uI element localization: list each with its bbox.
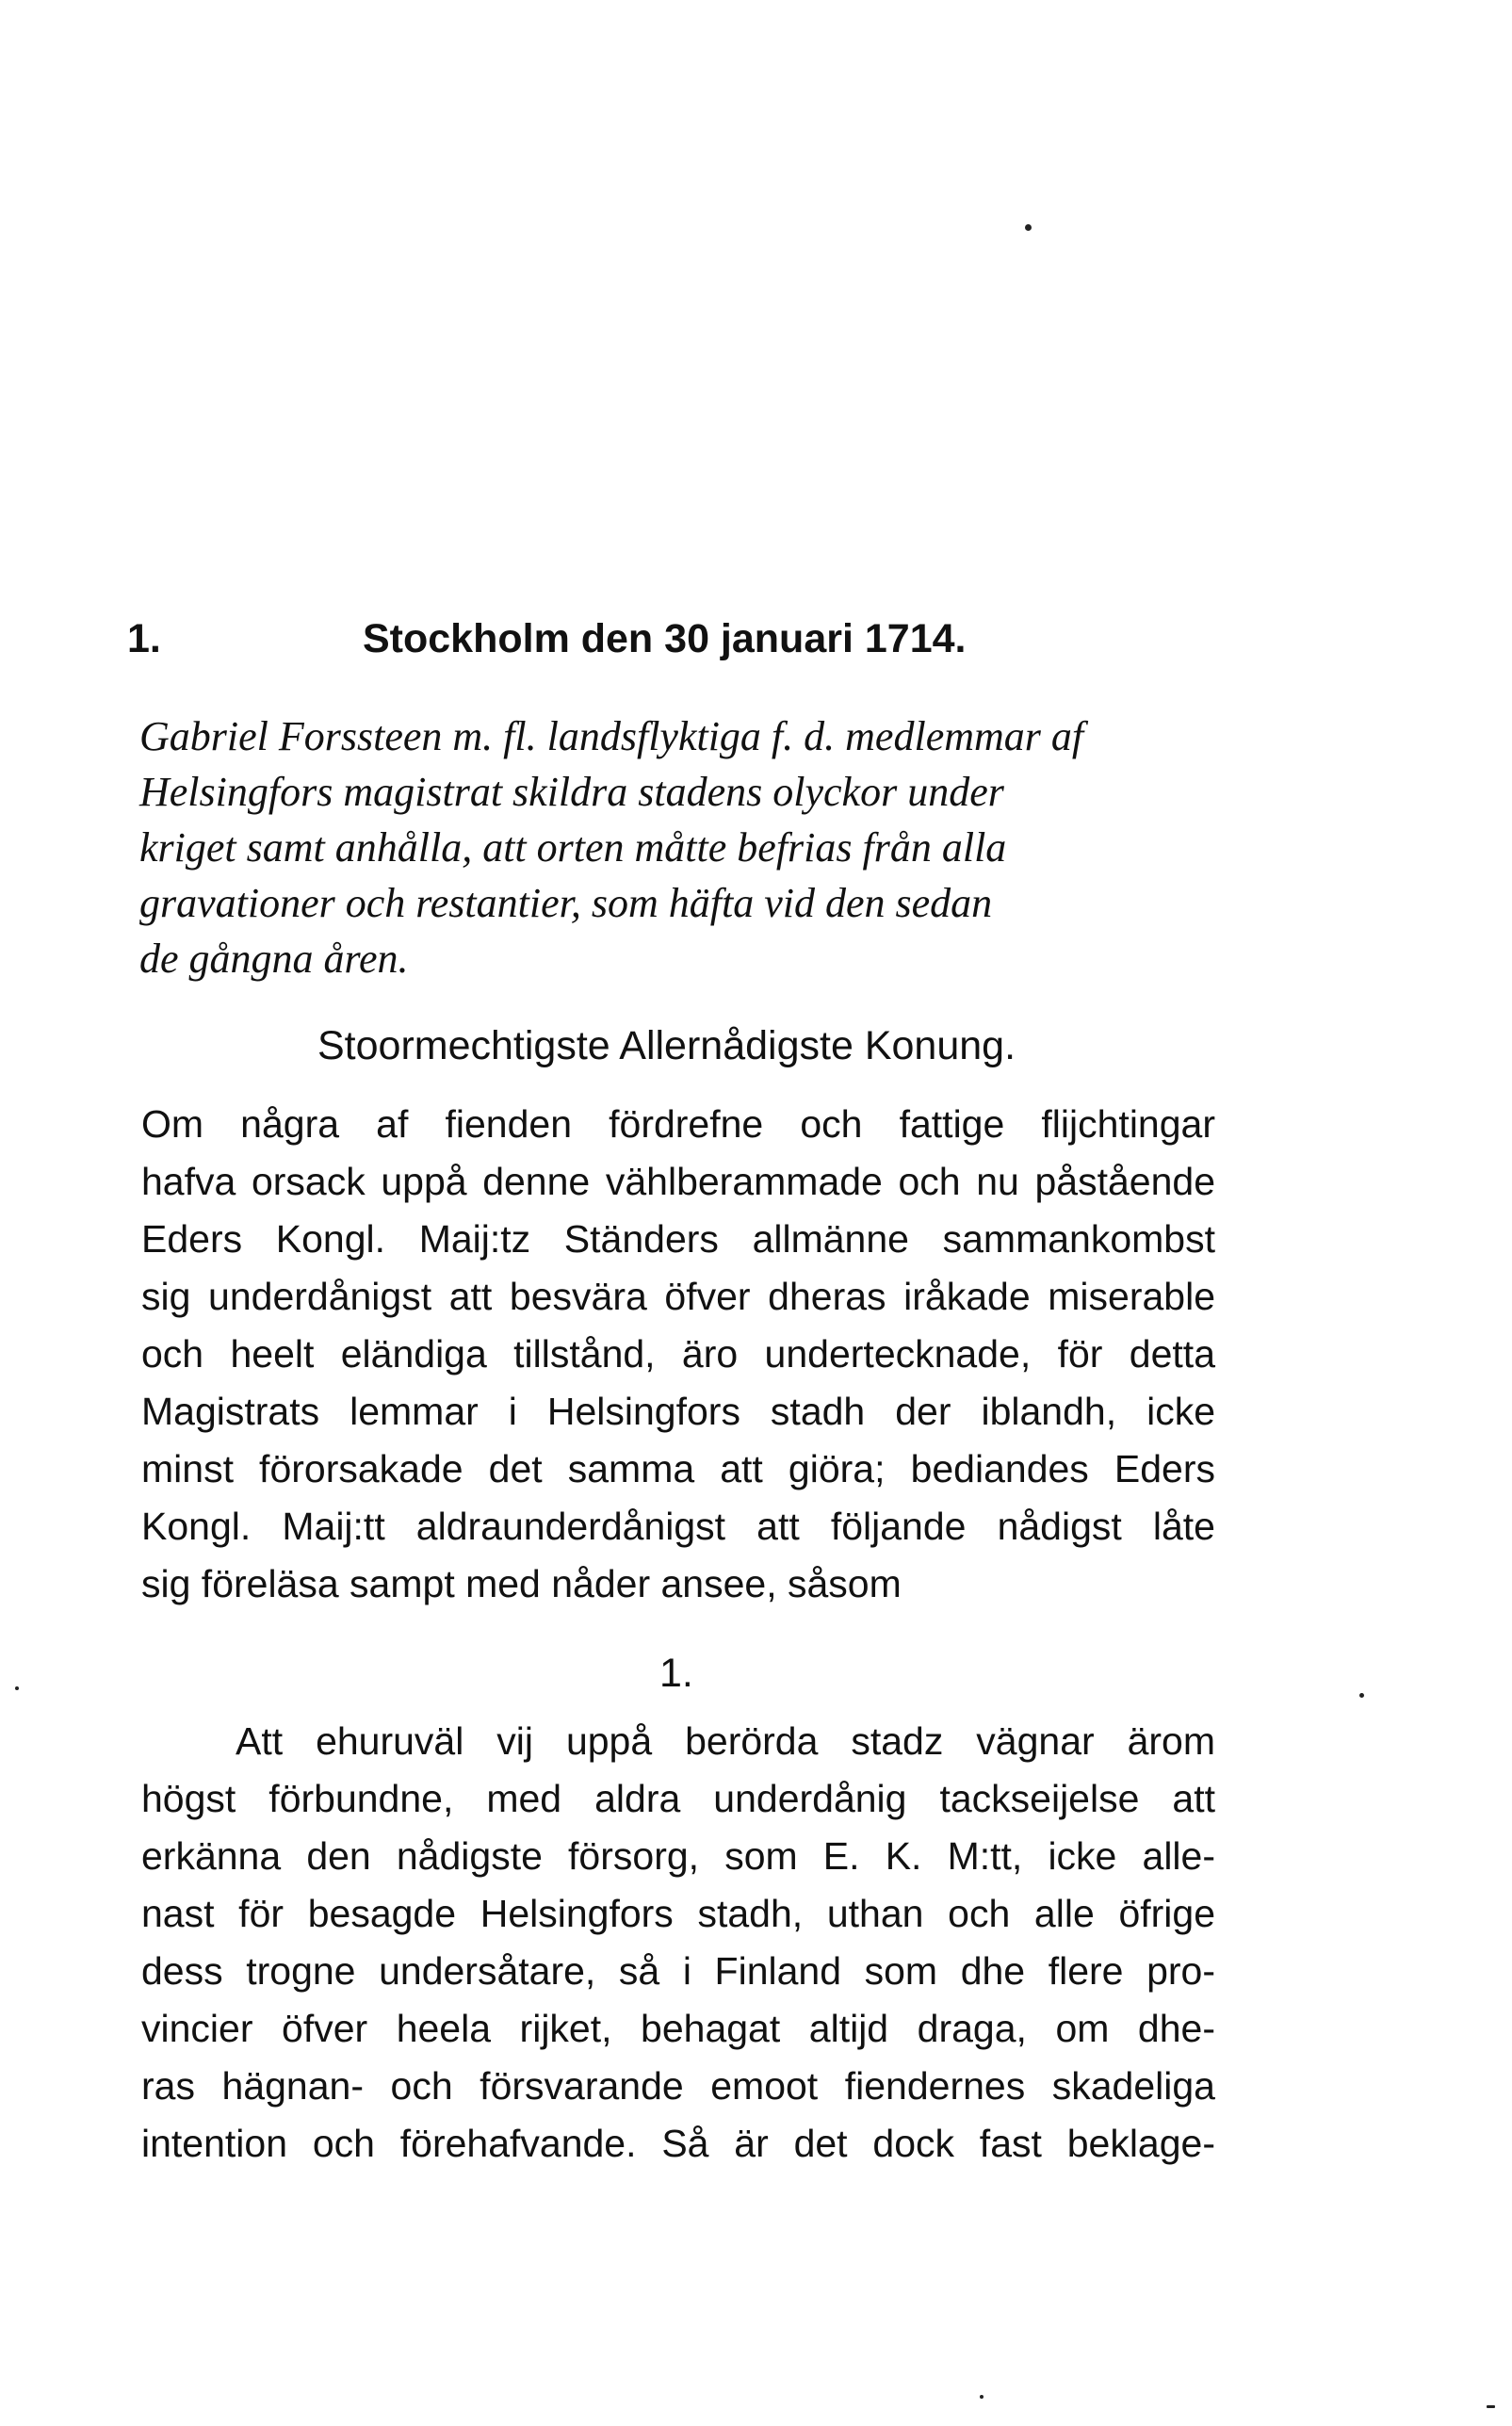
paragraph-line: nast för besagde Helsingfors stadh, uthan och alle öfrige <box>141 1892 1215 1935</box>
document-summary <box>139 708 1223 986</box>
paragraph-line: dess trogne undersåtare, så i Finland som dhe flere pro- <box>141 1949 1215 1993</box>
place-date: Stockholm den 30 januari 1714. <box>363 616 967 661</box>
paragraph-line: hafva orsack uppå denne vählberammade och nu påstående <box>141 1160 1215 1203</box>
paragraph-line: högst förbundne, med aldra underdånig tackseijelse att <box>141 1777 1215 1820</box>
paragraph-line: Kongl. Maij:tt aldraunderdånigst att följande nådigst låte <box>141 1505 1215 1548</box>
scan-speck <box>980 2395 984 2399</box>
paragraph-line: Om några af fienden fördrefne och fattige flijchtingar <box>141 1102 1215 1146</box>
summary-line: Helsingfors magistrat skildra stadens olyckor under <box>139 769 1004 815</box>
summary-line: Gabriel Forssteen m. fl. landsflyktiga f. d. medlemmar af <box>139 713 1084 759</box>
scan-speck <box>1487 2405 1495 2408</box>
document-heading <box>127 611 1258 667</box>
paragraph-line: sig föreläsa sampt med nåder ansee, såsom <box>141 1562 902 1605</box>
paragraph-line: och heelt eländiga tillstånd, äro undertecknade, för detta <box>141 1332 1215 1376</box>
paragraph-line: intention och förehafvande. Så är det dock fast beklage- <box>141 2122 1215 2165</box>
summary-line: kriget samt anhålla, att orten måtte befrias från alla <box>139 824 1007 871</box>
scan-speck <box>1025 224 1032 231</box>
section-number: 1. <box>659 1651 693 1696</box>
paragraph-line: Magistrats lemmar i Helsingfors stadh der iblandh, icke <box>141 1390 1215 1433</box>
scan-speck <box>1359 1693 1364 1698</box>
paragraph-1 <box>141 1096 1215 1613</box>
paragraph-line: ras hägnan- och försvarande emoot fiendernes skadeliga <box>141 2064 1215 2108</box>
scan-speck <box>15 1686 19 1690</box>
document-number: 1. <box>127 616 161 661</box>
paragraph-line: Att ehuruväl vij uppå berörda stadz vägnar ärom <box>236 1719 1215 1763</box>
paragraph-line: minst förorsakade det samma att giöra; bediandes Eders <box>141 1447 1215 1490</box>
paragraph-2 <box>141 1713 1215 2173</box>
summary-line: de gångna åren. <box>139 936 409 982</box>
paragraph-line: vincier öfver heela rijket, behagat altijd draga, om dhe- <box>141 2007 1215 2050</box>
salutation: Stoormechtigste Allernådigste Konung. <box>317 1023 1016 1068</box>
summary-line: gravationer och restantier, som häfta vid den sedan <box>139 880 993 926</box>
paragraph-line: erkänna den nådigste försorg, som E. K. M:tt, icke alle- <box>141 1834 1215 1878</box>
paragraph-line: sig underdånigst att besvära öfver dheras iråkade miserable <box>141 1275 1215 1318</box>
paragraph-line: Eders Kongl. Maij:tz Ständers allmänne sammankombst <box>141 1217 1215 1261</box>
